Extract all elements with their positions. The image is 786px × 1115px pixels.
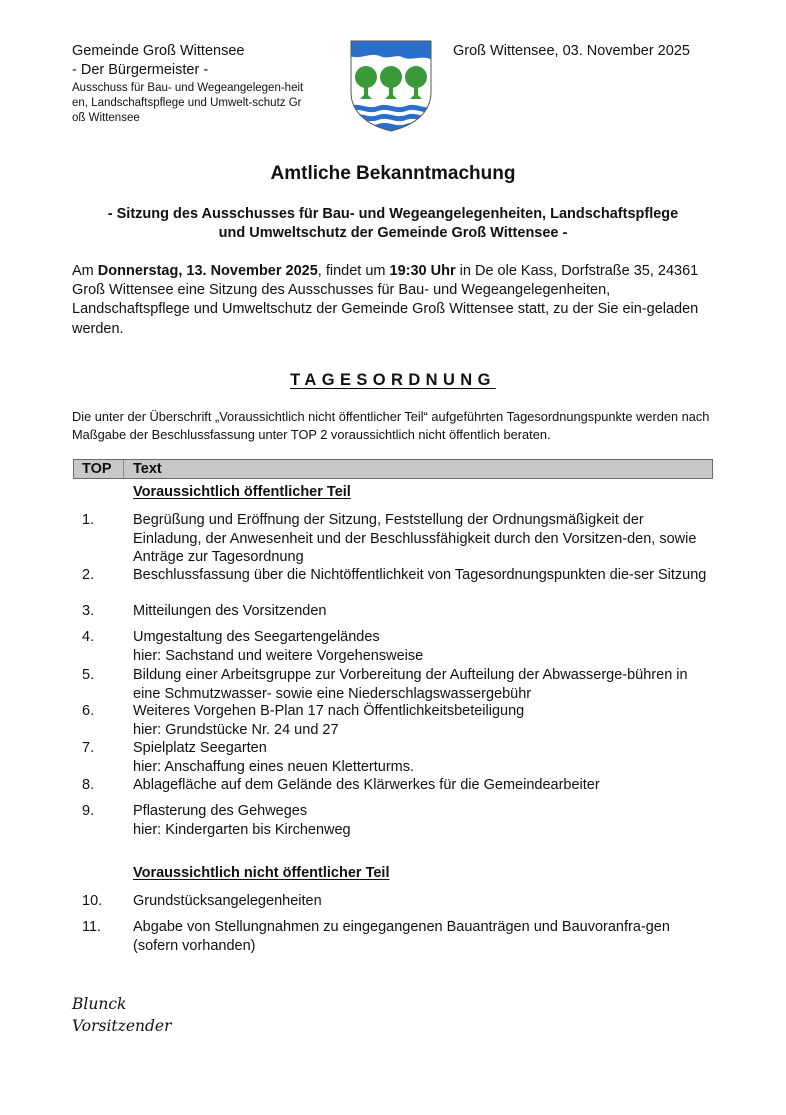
item-text: Bildung einer Arbeitsgruppe zur Vorbereitung der Aufteilung der Abwasserge-bühren in eine Schmutzwasser- sowie eine Niederschlagswassergebühr bbox=[133, 667, 688, 702]
item-number: 7. bbox=[82, 740, 95, 756]
agenda-item bbox=[82, 776, 722, 795]
item-text: Abgabe von Stellungnahmen zu eingegangenen Bauanträgen und Bauvoranfra-gen (sofern vorhanden) bbox=[133, 919, 670, 954]
agenda-item bbox=[82, 892, 722, 911]
signature-block bbox=[72, 993, 171, 1037]
municipality-name: Gemeinde Groß Wittensee bbox=[72, 43, 245, 59]
meeting-time: 19:30 Uhr bbox=[389, 263, 456, 279]
item-text: Ablagefläche auf dem Gelände des Klärwerkes für die Gemeindearbeiter bbox=[133, 777, 600, 793]
item-number: 2. bbox=[82, 567, 95, 583]
agenda-item bbox=[82, 802, 722, 839]
item-text: Begrüßung und Eröffnung der Sitzung, Feststellung der Ordnungsmäßigkeit der Einladung, der Anwesenheit und der Beschlussfähigkeit durch den Vorsitzen-den, sowie Anträge zur Tagesordnung bbox=[133, 512, 697, 565]
item-number: 11. bbox=[82, 919, 102, 935]
agenda-item bbox=[82, 739, 722, 776]
column-header-text: Text bbox=[133, 461, 162, 477]
committee-name: Ausschuss für Bau- und Wegeangelegen-heiten, Landschaftspflege und Umwelt-schutz Groß Wittensee bbox=[72, 82, 304, 124]
item-text: Spielplatz Seegarten bbox=[133, 740, 267, 756]
item-text: Umgestaltung des Seegartengeländes bbox=[133, 629, 380, 645]
section-heading-private: Voraussichtlich nicht öffentlicher Teil bbox=[133, 865, 390, 881]
agenda-heading: TAGESORDNUNG bbox=[290, 371, 496, 389]
signature-name: Blunck bbox=[72, 995, 127, 1013]
item-subtext: hier: Sachstand und weitere Vorgehensweise bbox=[133, 647, 424, 664]
item-number: 5. bbox=[82, 667, 95, 683]
agenda-item bbox=[82, 566, 722, 585]
subtitle-line: - Sitzung des Ausschusses für Bau- und Wegeangelegenheiten, Landschaftspflege bbox=[107, 206, 679, 222]
item-number: 1. bbox=[82, 512, 95, 528]
intro-text: in De ole Kass, Dorfstraße 35, 24361 Groß Wittensee eine Sitzung des Ausschusses für Bau- und Wegeangelegenheiten, Landschaftspflege und Umweltschutz der Gemeinde Groß Wittensee statt, zu der Sie ein-geladen werden. bbox=[72, 263, 699, 337]
column-header-top: TOP bbox=[74, 460, 124, 478]
item-text: Beschlussfassung über die Nichtöffentlichkeit von Tagesordnungspunkten die-ser Sitzung bbox=[133, 567, 707, 583]
item-number: 9. bbox=[82, 803, 95, 819]
intro-text: Am bbox=[72, 263, 98, 279]
intro-text: , findet um bbox=[317, 263, 390, 279]
place-and-date: Groß Wittensee, 03. November 2025 bbox=[453, 43, 690, 59]
sender-block bbox=[72, 42, 342, 126]
section-heading-public: Voraussichtlich öffentlicher Teil bbox=[133, 484, 351, 500]
item-text: Pflasterung des Gehweges bbox=[133, 803, 308, 819]
agenda-item bbox=[82, 602, 722, 621]
item-subtext: hier: Anschaffung eines neuen Kletterturms. bbox=[133, 758, 415, 775]
agenda-item bbox=[82, 666, 722, 703]
item-text: Grundstücksangelegenheiten bbox=[133, 893, 322, 909]
item-text: Mitteilungen des Vorsitzenden bbox=[133, 603, 327, 619]
coat-of-arms-icon bbox=[350, 40, 432, 132]
agenda-item bbox=[82, 918, 722, 955]
signature-title: Vorsitzender bbox=[72, 1017, 172, 1035]
meeting-date: Donnerstag, 13. November 2025 bbox=[97, 263, 318, 279]
agenda-item bbox=[82, 628, 722, 665]
agenda-note: Die unter der Überschrift „Voraussichtlich nicht öffentlicher Teil“ aufgeführten Tagesordnungspunkte werden nach Maßgabe der Beschlussfassung unter TOP 2 voraussichtlich nicht öffentlich beraten. bbox=[72, 409, 710, 442]
item-number: 8. bbox=[82, 777, 95, 793]
item-subtext: hier: Kindergarten bis Kirchenweg bbox=[133, 821, 351, 838]
agenda-item bbox=[82, 511, 722, 567]
agenda-table-header bbox=[73, 459, 713, 479]
mayor-role: - Der Bürgermeister - bbox=[72, 62, 209, 78]
agenda-item bbox=[82, 702, 722, 739]
intro-paragraph bbox=[72, 262, 717, 339]
item-number: 4. bbox=[82, 629, 95, 645]
item-number: 3. bbox=[82, 603, 95, 619]
subtitle-line: und Umweltschutz der Gemeinde Groß Wittensee - bbox=[218, 225, 568, 241]
item-number: 10. bbox=[82, 893, 103, 909]
item-subtext: hier: Grundstücke Nr. 24 und 27 bbox=[133, 721, 339, 738]
item-number: 6. bbox=[82, 703, 95, 719]
item-text: Weiteres Vorgehen B-Plan 17 nach Öffentlichkeitsbeteiligung bbox=[133, 703, 525, 719]
document-subtitle bbox=[72, 205, 714, 243]
document-title: Amtliche Bekanntmachung bbox=[270, 163, 516, 184]
